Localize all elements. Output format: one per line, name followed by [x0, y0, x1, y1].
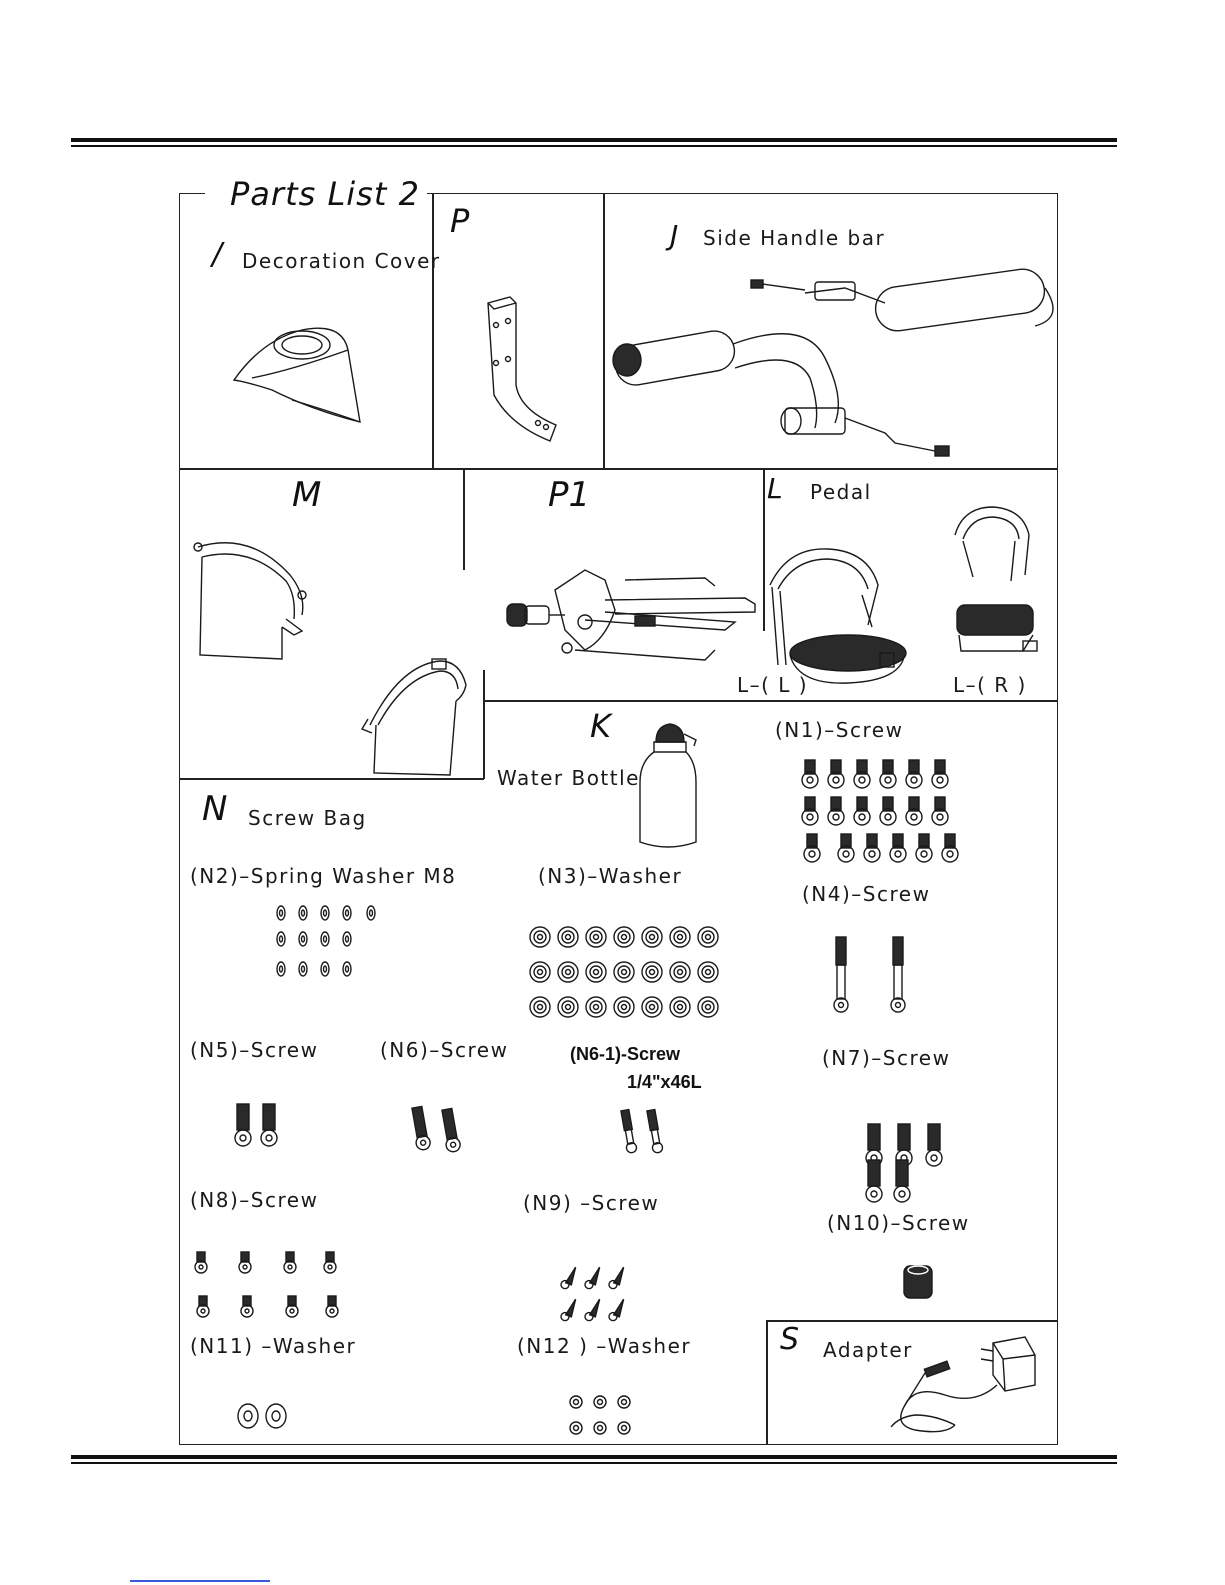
part-letter-j: J [670, 219, 679, 252]
pedal-left-label: L–( L ) [737, 673, 809, 697]
n3-washer-label: (N3)–Washer [538, 864, 683, 888]
part-m-drawing-1 [190, 535, 320, 665]
n5-screw-label: (N5)–Screw [190, 1038, 319, 1062]
n2-spring-washer-label: (N2)–Spring Washer M8 [190, 864, 457, 888]
page-underline [130, 1580, 270, 1582]
n6-1-screw-label: (N6-1)-Screw [570, 1044, 681, 1064]
water-bottle-drawing [638, 722, 700, 852]
side-handle-bar-drawing [605, 248, 1055, 473]
n1-screw-label: (N1)–Screw [775, 718, 904, 742]
n3-washers-drawing [528, 925, 728, 1025]
part-letter-i: / [212, 237, 223, 272]
screw-bag-label: Screw Bag [248, 806, 367, 830]
top-rule-thin [71, 145, 1117, 147]
n6-screw-label: (N6)–Screw [380, 1038, 509, 1062]
n9-screw-label: (N9) –Screw [523, 1191, 660, 1215]
divider-row2 [483, 700, 1058, 702]
side-handle-bar-label: Side Handle bar [703, 226, 886, 250]
n7-screws-drawing [862, 1122, 952, 1202]
n5-screws-drawing [233, 1102, 293, 1152]
divider-m-p1 [463, 468, 465, 570]
part-letter-k: K [590, 707, 611, 745]
n8-screw-label: (N8)–Screw [190, 1188, 319, 1212]
part-letter-s: S [780, 1322, 800, 1357]
adapter-label: Adapter [823, 1338, 913, 1362]
adapter-box-top [766, 1320, 1058, 1322]
n10-screw-drawing [902, 1264, 936, 1302]
divider-i-p [432, 193, 434, 469]
pedal-right-drawing [953, 505, 1053, 655]
part-letter-m: M [292, 475, 322, 515]
decoration-cover-label: Decoration Cover [242, 249, 441, 273]
part-letter-p1: P1 [548, 475, 591, 515]
n7-screw-label: (N7)–Screw [822, 1046, 951, 1070]
part-letter-n: N [202, 789, 228, 829]
n12-washer-label: (N12 ) –Washer [517, 1334, 692, 1358]
pedal-left-drawing [768, 545, 908, 690]
part-letter-l: L [767, 472, 783, 505]
parts-list-title: Parts List 2 [230, 175, 420, 213]
bracket-p-drawing [480, 295, 570, 445]
n6-1-screw-size: 1/4"x46L [627, 1072, 702, 1092]
n11-washers-drawing [236, 1402, 296, 1432]
bottom-rule-thin [71, 1462, 1117, 1464]
pedal-right-label: L–( R ) [953, 673, 1027, 697]
n8-screws-drawing [193, 1250, 343, 1325]
water-bottle-label: Water Bottle [497, 766, 640, 790]
part-letter-p: P [450, 202, 470, 240]
n6-screws-drawing [408, 1105, 478, 1155]
n9-screws-drawing [563, 1262, 643, 1327]
divider-m-vert [483, 670, 485, 779]
n2-spring-washers-drawing [275, 905, 385, 980]
n10-screw-label: (N10)–Screw [827, 1211, 970, 1235]
pedal-label: Pedal [810, 480, 872, 504]
n1-screws-drawing [800, 758, 965, 873]
n4-screws-drawing [833, 935, 933, 1015]
n6-1-screws-drawing [614, 1108, 684, 1158]
decoration-cover-drawing [232, 320, 382, 430]
part-p1-drawing [505, 560, 765, 670]
adapter-drawing [885, 1335, 1045, 1440]
n4-screw-label: (N4)–Screw [802, 882, 931, 906]
part-m-drawing-2 [360, 655, 480, 780]
top-rule [71, 138, 1117, 142]
n12-washers-drawing [568, 1392, 638, 1442]
bottom-rule [71, 1455, 1117, 1459]
adapter-box-left [766, 1320, 768, 1445]
n11-washer-label: (N11) –Washer [190, 1334, 357, 1358]
